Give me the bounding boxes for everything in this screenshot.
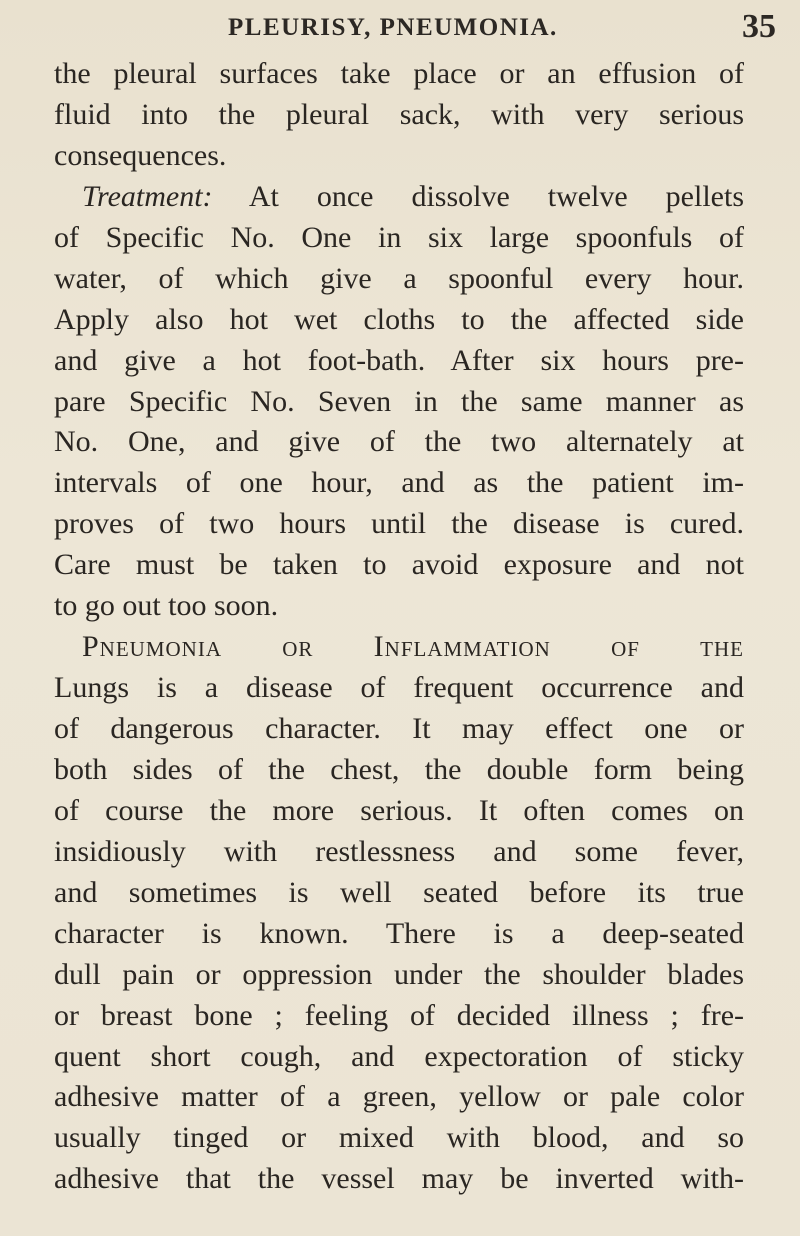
text-line: adhesive matter of a green, yellow or pale color bbox=[54, 1080, 744, 1114]
text-line: usually tinged or mixed with blood, and so bbox=[54, 1121, 744, 1155]
text-line: Lungs is a disease of frequent occurrence and bbox=[54, 671, 744, 705]
text-line: insidiously with restlessness and some fever, bbox=[54, 834, 744, 868]
running-head bbox=[0, 2, 800, 52]
text-line: fluid into the pleural sack, with very serious bbox=[54, 97, 744, 131]
page-number: 35 bbox=[742, 8, 776, 45]
text-line: consequences. bbox=[54, 138, 227, 172]
text-line: both sides of the chest, the double form being bbox=[54, 752, 744, 786]
text-line: to go out too soon. bbox=[54, 589, 279, 623]
text-line: No. One, and give of the two alternately at bbox=[54, 425, 744, 459]
text-line: water, of which give a spoonful every hour. bbox=[54, 261, 744, 295]
body-text bbox=[54, 54, 744, 1200]
text-line: of course the more serious. It often comes on bbox=[54, 793, 744, 827]
text-line: or breast bone ; feeling of decided illness ; fre- bbox=[54, 998, 744, 1032]
treatment-text: At once dissolve twelve pellets bbox=[212, 179, 744, 213]
text-line: proves of two hours until the disease is cured. bbox=[54, 507, 744, 541]
text-line: dull pain or oppression under the shoulder blades bbox=[54, 957, 744, 991]
text-line: quent short cough, and expectoration of sticky bbox=[54, 1039, 744, 1073]
treatment-heading: Treatment: bbox=[82, 179, 213, 213]
text-line: Apply also hot wet cloths to the affected side bbox=[54, 302, 744, 336]
running-title: PLEURISY, PNEUMONIA. bbox=[228, 14, 558, 41]
text-line: intervals of one hour, and as the patient im- bbox=[54, 466, 744, 500]
text-line: Care must be taken to avoid exposure and not bbox=[54, 548, 744, 582]
text-line: and sometimes is well seated before its true bbox=[54, 875, 744, 909]
text-line: of Specific No. One in six large spoonfuls of bbox=[54, 220, 744, 254]
text-line: the pleural surfaces take place or an effusion of bbox=[54, 57, 744, 90]
text-line-treatment bbox=[54, 177, 744, 218]
section-heading-pneumonia: Pneumonia or Inflammation of the bbox=[82, 630, 744, 664]
text-line: adhesive that the vessel may be inverted with- bbox=[54, 1162, 744, 1196]
text-line: of dangerous character. It may effect one or bbox=[54, 712, 744, 745]
text-line: and give a hot foot-bath. After six hours pre- bbox=[54, 343, 744, 377]
text-line: pare Specific No. Seven in the same manner as bbox=[54, 384, 744, 418]
text-line: character is known. There is a deep-seated bbox=[54, 916, 744, 950]
